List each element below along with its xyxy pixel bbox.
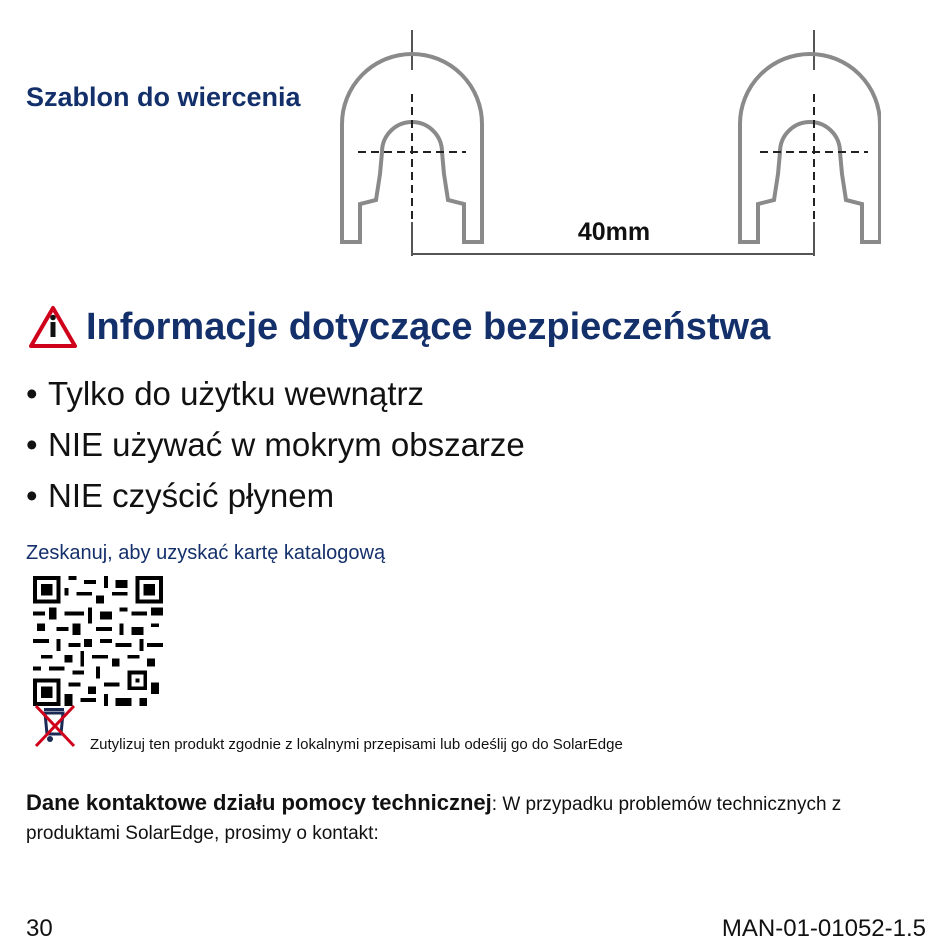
dimension-label: 40mm (577, 218, 651, 246)
safety-heading (28, 305, 770, 349)
crossed-bin-icon (30, 704, 82, 748)
page-number: 30 (26, 915, 53, 942)
drill-template-diagram (336, 24, 881, 264)
drill-template-title: Szablon do wiercenia (26, 82, 301, 112)
bracket-outline-right (740, 54, 880, 242)
safety-list (26, 368, 525, 521)
disposal-text: Zutylizuj ten produkt zgodnie z lokalnymi przepisami lub odeślij go do SolarEdge (90, 736, 623, 753)
scan-label: Zeskanuj, aby uzyskać kartę katalogową (26, 542, 386, 564)
list-item: • NIE używać w mokrym obszarze (26, 426, 525, 463)
document-code: MAN-01-01052-1.5 (721, 915, 926, 942)
safety-title: Informacje dotyczące bezpieczeństwa (86, 305, 771, 348)
support-contact-heading: Dane kontaktowe działu pomocy technicznej (26, 790, 492, 815)
support-contact (26, 788, 906, 848)
warning-icon (28, 305, 78, 349)
qr-code[interactable] (32, 576, 164, 706)
support-contact-text: : W przypadku problemów technicznych z produktami SolarEdge, prosimy o kontakt: (26, 794, 842, 844)
list-item: • NIE czyścić płynem (26, 477, 335, 514)
list-item: • Tylko do użytku wewnątrz (26, 375, 424, 412)
